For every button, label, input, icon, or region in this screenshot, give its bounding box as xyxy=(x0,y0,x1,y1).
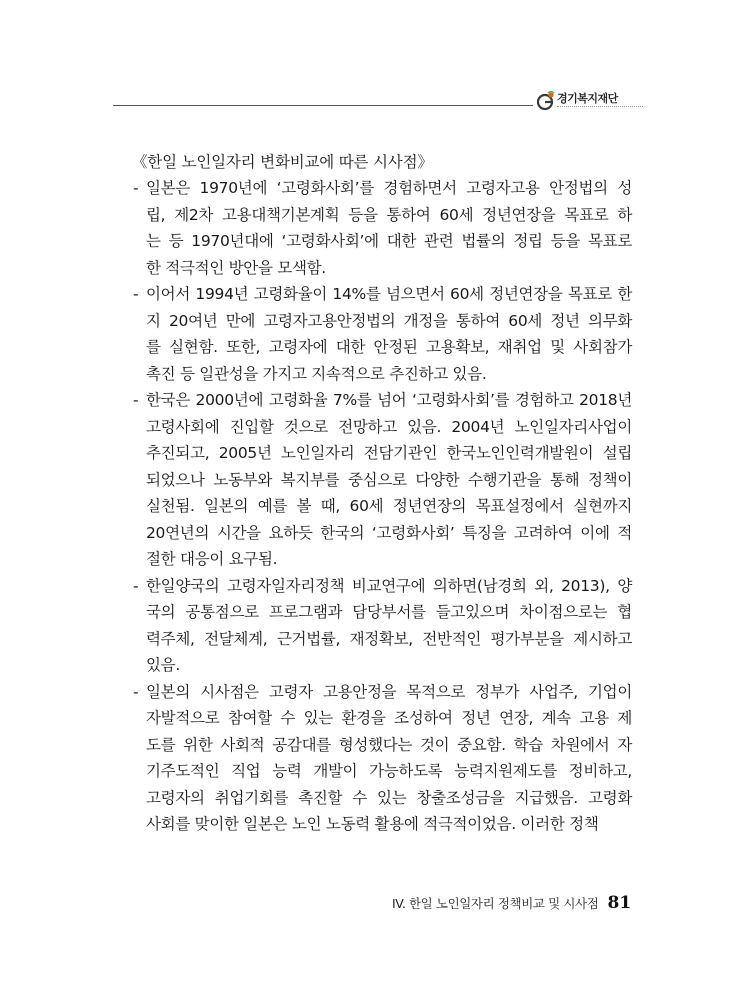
bullet-line: 립, 제2차 고용대책기본계획 등을 통하여 60세 정년연장을 목표로 하 xyxy=(146,205,632,224)
bullet-paragraph xyxy=(132,175,632,281)
bullet-paragraph xyxy=(132,281,632,387)
bullet-line: 고령자의 취업기회를 촉진할 수 있는 창출조성금을 지급했음. 고령화 xyxy=(146,788,632,807)
footer-chapter-title: IV. 한일 노인일자리 정책비교 및 시사점 xyxy=(392,896,599,911)
bullet-line: 도를 위한 사회적 공감대를 형성했다는 것이 중요함. 학습 차원에서 자 xyxy=(146,735,632,754)
bullet-line: 는 등 1970년대에 ‘고령화사회’에 대한 관련 법률의 정립 등을 목표로 xyxy=(146,232,632,250)
bullet-line: 일본은 1970년에 ‘고령화사회’를 경험하면서 고령자고용 안정법의 성 xyxy=(146,179,632,197)
bullet-paragraph xyxy=(132,387,632,573)
bullet-dash: - xyxy=(133,682,139,701)
bullet-dash: - xyxy=(133,576,139,595)
bullet-line: 고령사회에 진입할 것으로 전망하고 있음. 2004년 노인일자리사업이 xyxy=(146,417,632,436)
bullet-line: 20연년의 시간을 요하듯 한국의 ‘고령화사회’ 특징을 고려하여 이에 적 xyxy=(146,523,632,542)
bullet-line: 절한 대응이 요구됨. xyxy=(146,550,278,568)
bullet-line: 일본의 시사점은 고령자 고용안정을 목적으로 정부가 사업주, 기업이 xyxy=(146,682,632,701)
bullet-line: 지 20여년 만에 고령자고용안정법의 개정을 통하여 60세 정년 의무화 xyxy=(146,311,632,330)
bullet-line: 이어서 1994년 고령화율이 14%를 넘으면서 60세 정년연장을 목표로 한 xyxy=(146,285,632,303)
bullet-line: 추진되고, 2005년 노인일자리 전담기관인 한국노인인력개발원이 설립 xyxy=(146,444,632,462)
bullet-dash: - xyxy=(133,285,139,303)
bullet-line: 사회를 맞이한 일본은 노인 노동력 활용에 적극적이었음. 이러한 정책 xyxy=(146,815,599,833)
bullet-paragraph xyxy=(132,679,632,838)
bullet-line: 촉진 등 일관성을 가지고 지속적으로 추진하고 있음. xyxy=(146,364,487,383)
page-content xyxy=(132,149,632,838)
bullet-line: 한일양국의 고령자일자리정책 비교연구에 의하면(남경희 외, 2013), 양 xyxy=(146,576,632,595)
bullet-list xyxy=(132,175,632,838)
bullet-line: 한국은 2000년에 고령화율 7%를 넘어 ‘고령화사회’를 경험하고 2018년 xyxy=(146,391,632,409)
header-rule xyxy=(113,105,533,106)
logo-subtext xyxy=(557,106,643,110)
bullet-line: 실천됨. 일본의 예를 볼 때, 60세 정년연장의 목표설정에서 실현까지 xyxy=(146,497,632,515)
foundation-logo-icon xyxy=(535,90,557,112)
foundation-logo xyxy=(535,88,645,116)
logo-text: 경기복지재단 xyxy=(557,92,618,105)
bullet-line: 자발적으로 참여할 수 있는 환경을 조성하여 정년 연장, 계속 고용 제 xyxy=(146,709,632,727)
bullet-line: 한 적극적인 방안을 모색함. xyxy=(146,258,326,277)
bullet-line: 기주도적인 직업 능력 개발이 가능하도록 능력지원제도를 정비하고, xyxy=(146,762,632,780)
bullet-dash: - xyxy=(133,391,139,409)
page-number: 81 xyxy=(607,893,632,913)
section-heading: 《한일 노인일자리 변화비교에 따른 시사점》 xyxy=(132,153,433,171)
bullet-line: 력주체, 전달체계, 근거법률, 재정확보, 전반적인 평가부분을 제시하고 xyxy=(146,629,632,648)
bullet-line: 되었으나 노동부와 복지부를 중심으로 다양한 수행기관을 통해 정책이 xyxy=(146,470,632,489)
bullet-paragraph xyxy=(132,573,632,679)
page-footer xyxy=(392,893,632,917)
bullet-line: 국의 공통점으로 프로그램과 담당부서를 들고있으며 차이점으로는 협 xyxy=(146,603,632,621)
bullet-line: 있음. xyxy=(146,656,180,674)
bullet-line: 를 실현함. 또한, 고령자에 대한 안정된 고용확보, 재취업 및 사회참가 xyxy=(146,338,632,356)
bullet-dash: - xyxy=(133,179,139,197)
